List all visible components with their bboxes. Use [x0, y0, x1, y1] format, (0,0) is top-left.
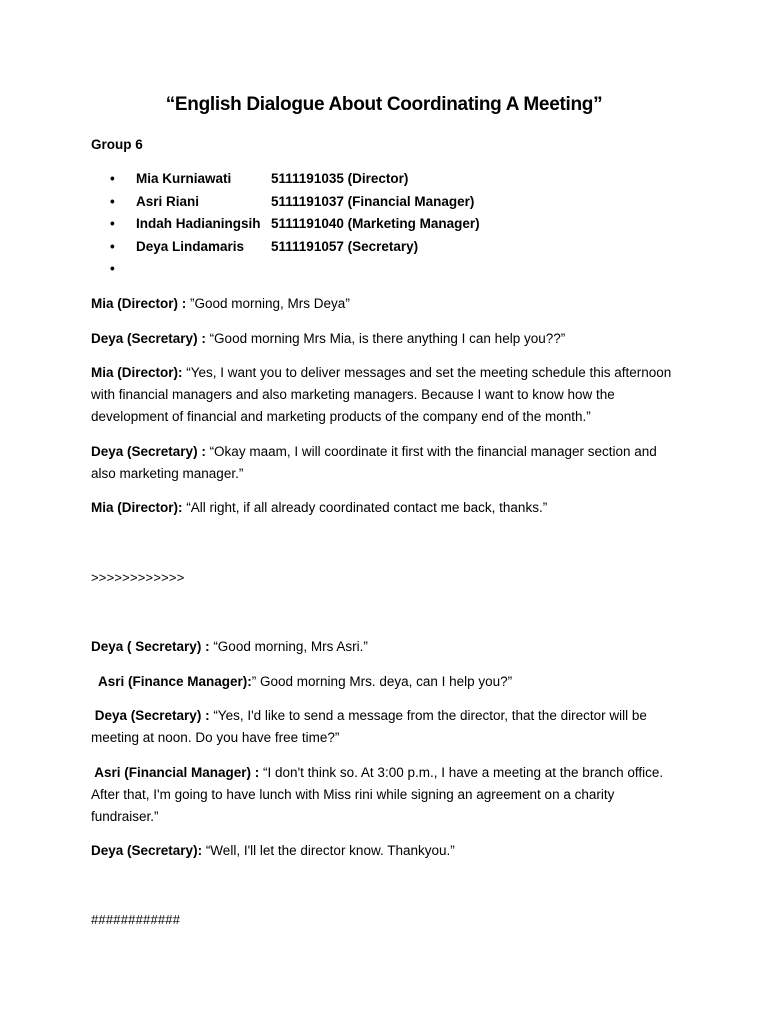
dialogue-line	[91, 671, 681, 693]
section-separator: >>>>>>>>>>>>	[91, 570, 185, 585]
dialogue-text: ” Good morning Mrs. deya, can I help you?”	[251, 674, 513, 689]
member-info: 5111191057 (Secretary)	[271, 238, 419, 254]
speaker-label: Deya ( Secretary) :	[91, 639, 210, 654]
dialogue-line	[91, 328, 681, 350]
bullet-icon: •	[110, 216, 115, 231]
dialogue-line	[91, 362, 681, 428]
member-name: Asri Riani	[136, 193, 200, 209]
dialogue-text: “Good morning Mrs Mia, is there anything I can help you??”	[205, 331, 566, 346]
speaker-label: Asri (Finance Manager):	[91, 674, 252, 689]
bullet-icon: •	[110, 193, 115, 209]
speaker-label: Mia (Director):	[91, 500, 183, 515]
dialogue-line	[91, 441, 681, 485]
dialogue-line	[91, 497, 681, 519]
dialogue-text: “I don't think so. At 3:00 p.m., I have a meeting at the branch office. After that, I'm going to have lunch with Miss rini while signing an agreement on a charity fundraiser.”	[91, 765, 664, 824]
speaker-label: Deya (Secretary):	[91, 843, 203, 858]
dialogue-line	[91, 293, 681, 315]
speaker-label: Mia (Director) :	[91, 296, 187, 311]
dialogue-text: “All right, if all already coordinated contact me back, thanks.”	[182, 500, 548, 515]
dialogue-text: “Okay maam, I will coordinate it first with the financial manager section and also marketing manager.”	[91, 444, 657, 481]
speaker-label: Mia (Director):	[91, 365, 183, 380]
bullet-icon: •	[110, 238, 115, 254]
dialogue-line	[91, 636, 681, 658]
dialogue-line	[91, 705, 681, 749]
group-label: Group 6	[91, 137, 143, 152]
bullet-icon: •	[110, 171, 115, 186]
member-name: Deya Lindamaris	[136, 238, 245, 254]
member-info: 5111191037 (Financial Manager)	[271, 193, 475, 209]
speaker-label: Deya (Secretary) :	[91, 444, 206, 459]
dialogue-text: “Yes, I'd like to send a message from the director, that the director will be meeting at noon. Do you have free time?”	[91, 708, 647, 745]
member-name: Mia Kurniawati	[136, 171, 232, 186]
speaker-label: Asri (Financial Manager) :	[91, 765, 260, 780]
member-info: 5111191035 (Director)	[271, 171, 409, 186]
dialogue-text: “Good morning, Mrs Asri.”	[209, 639, 368, 654]
dialogue-line	[91, 762, 681, 828]
speaker-label: Deya (Secretary) :	[91, 331, 206, 346]
dialogue-text: ”Good morning, Mrs Deya”	[186, 296, 350, 311]
speaker-label: Deya (Secretary) :	[91, 708, 210, 723]
document-title: “English Dialogue About Coordinating A Meeting”	[165, 94, 603, 115]
member-info: 5111191040 (Marketing Manager)	[271, 216, 480, 231]
dialogue-line	[91, 840, 681, 862]
dialogue-text: “Yes, I want you to deliver messages and set the meeting schedule this afternoon with financial managers and also marketing managers. Because I want to know how the development of financial and marketing products of the company end of the month.”	[91, 365, 672, 424]
dialogue-text: “Well, I'll let the director know. Thankyou.”	[202, 843, 455, 858]
bullet-icon: •	[110, 261, 115, 276]
member-name: Indah Hadianingsih	[136, 216, 261, 231]
section-separator: ############	[91, 912, 181, 927]
